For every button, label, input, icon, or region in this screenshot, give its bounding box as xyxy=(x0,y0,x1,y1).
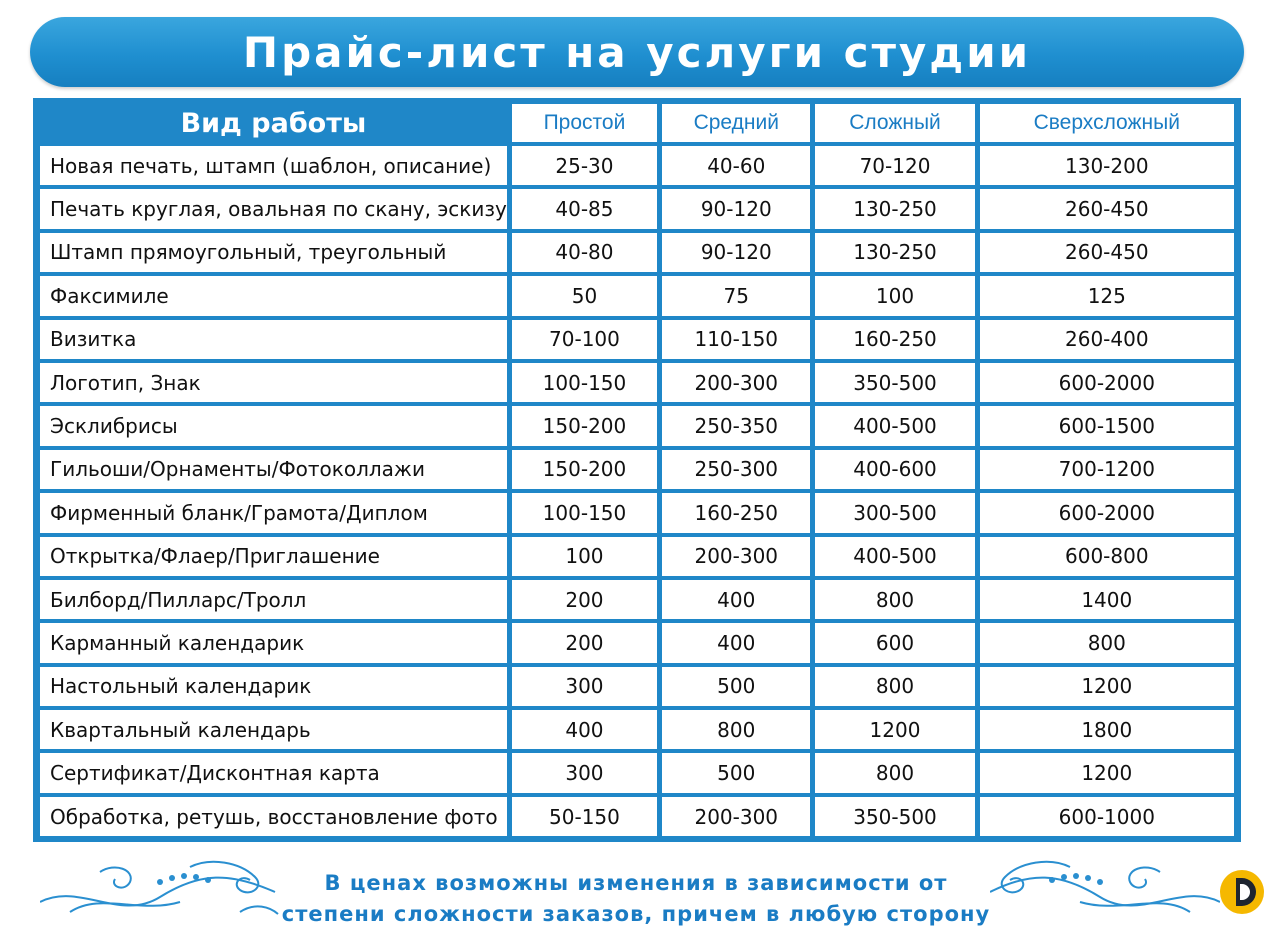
price-cell: 1800 xyxy=(980,710,1234,749)
price-cell: 250-300 xyxy=(662,450,810,489)
service-name-cell: Настольный календарик xyxy=(40,667,507,706)
header-level-complex: Сложный xyxy=(815,104,974,142)
price-cell: 50-150 xyxy=(512,797,657,836)
price-cell: 800 xyxy=(662,710,810,749)
price-cell: 110-150 xyxy=(662,320,810,359)
price-cell: 500 xyxy=(662,667,810,706)
header-level-simple: Простой xyxy=(512,104,657,142)
service-name-cell: Открытка/Флаер/Приглашение xyxy=(40,537,507,576)
price-cell: 40-85 xyxy=(512,189,657,228)
price-cell: 800 xyxy=(815,753,974,792)
price-cell: 300-500 xyxy=(815,493,974,532)
table-row xyxy=(40,363,1234,402)
price-cell: 70-120 xyxy=(815,146,974,185)
table-row xyxy=(40,406,1234,445)
price-cell: 400-500 xyxy=(815,537,974,576)
price-cell: 600-2000 xyxy=(980,363,1234,402)
title-banner xyxy=(30,17,1244,87)
price-cell: 200-300 xyxy=(662,363,810,402)
price-cell: 800 xyxy=(980,623,1234,662)
table-row xyxy=(40,797,1234,836)
price-cell: 200-300 xyxy=(662,797,810,836)
price-cell: 300 xyxy=(512,753,657,792)
price-note-line-1: В ценах возможны изменения в зависимости от xyxy=(324,871,948,895)
service-name-cell: Обработка, ретушь, восстановление фото xyxy=(40,797,507,836)
price-note-line-2: степени сложности заказов, причем в любую сторону xyxy=(281,902,991,926)
price-cell: 260-450 xyxy=(980,189,1234,228)
price-cell: 150-200 xyxy=(512,450,657,489)
price-cell: 1200 xyxy=(980,667,1234,706)
price-cell: 130-250 xyxy=(815,233,974,272)
price-cell: 260-450 xyxy=(980,233,1234,272)
service-name-cell: Визитка xyxy=(40,320,507,359)
price-cell: 600-800 xyxy=(980,537,1234,576)
service-name-cell: Гильоши/Орнаменты/Фотоколлажи xyxy=(40,450,507,489)
price-cell: 200 xyxy=(512,623,657,662)
price-cell: 800 xyxy=(815,667,974,706)
price-cell: 40-80 xyxy=(512,233,657,272)
price-cell: 500 xyxy=(662,753,810,792)
price-cell: 90-120 xyxy=(662,233,810,272)
price-cell: 400 xyxy=(512,710,657,749)
price-cell: 250-350 xyxy=(662,406,810,445)
price-cell: 260-400 xyxy=(980,320,1234,359)
service-name-cell: Эсклибрисы xyxy=(40,406,507,445)
price-cell: 600-2000 xyxy=(980,493,1234,532)
price-cell: 1200 xyxy=(815,710,974,749)
price-cell: 300 xyxy=(512,667,657,706)
table-row xyxy=(40,320,1234,359)
price-cell: 400-500 xyxy=(815,406,974,445)
table-row xyxy=(40,537,1234,576)
price-cell: 1400 xyxy=(980,580,1234,619)
table-row xyxy=(40,450,1234,489)
service-name-cell: Печать круглая, овальная по скану, эскизу xyxy=(40,189,507,228)
price-cell: 700-1200 xyxy=(980,450,1234,489)
table-row xyxy=(40,233,1234,272)
price-cell: 25-30 xyxy=(512,146,657,185)
price-cell: 160-250 xyxy=(815,320,974,359)
page-title: Прайс-лист на услуги студии xyxy=(242,27,1032,77)
service-name-cell: Фирменный бланк/Грамота/Диплом xyxy=(40,493,507,532)
header-level-super-complex: Сверхсложный xyxy=(980,104,1234,142)
brand-logo-icon xyxy=(1218,868,1266,916)
table-row xyxy=(40,753,1234,792)
price-cell: 200 xyxy=(512,580,657,619)
header-work-type: Вид работы xyxy=(40,104,507,142)
service-name-cell: Новая печать, штамп (шаблон, описание) xyxy=(40,146,507,185)
price-cell: 350-500 xyxy=(815,363,974,402)
price-cell: 125 xyxy=(980,276,1234,315)
price-cell: 100 xyxy=(815,276,974,315)
table-row xyxy=(40,623,1234,662)
price-cell: 70-100 xyxy=(512,320,657,359)
price-cell: 50 xyxy=(512,276,657,315)
service-name-cell: Логотип, Знак xyxy=(40,363,507,402)
price-cell: 40-60 xyxy=(662,146,810,185)
price-cell: 600-1500 xyxy=(980,406,1234,445)
table-row xyxy=(40,580,1234,619)
price-table-container xyxy=(33,98,1241,842)
price-cell: 100-150 xyxy=(512,363,657,402)
price-cell: 1200 xyxy=(980,753,1234,792)
price-table xyxy=(35,100,1239,840)
price-cell: 200-300 xyxy=(662,537,810,576)
table-row xyxy=(40,146,1234,185)
service-name-cell: Штамп прямоугольный, треугольный xyxy=(40,233,507,272)
table-row xyxy=(40,276,1234,315)
price-cell: 160-250 xyxy=(662,493,810,532)
table-row xyxy=(40,667,1234,706)
price-table-body xyxy=(40,146,1234,836)
service-name-cell: Билборд/Пилларс/Тролл xyxy=(40,580,507,619)
price-cell: 350-500 xyxy=(815,797,974,836)
price-cell: 100-150 xyxy=(512,493,657,532)
price-cell: 100 xyxy=(512,537,657,576)
price-cell: 400 xyxy=(662,623,810,662)
price-cell: 150-200 xyxy=(512,406,657,445)
price-cell: 75 xyxy=(662,276,810,315)
header-level-medium: Средний xyxy=(662,104,810,142)
service-name-cell: Карманный календарик xyxy=(40,623,507,662)
table-row xyxy=(40,493,1234,532)
price-cell: 90-120 xyxy=(662,189,810,228)
price-cell: 800 xyxy=(815,580,974,619)
price-note xyxy=(0,868,1272,930)
table-row xyxy=(40,710,1234,749)
price-cell: 600-1000 xyxy=(980,797,1234,836)
price-cell: 400-600 xyxy=(815,450,974,489)
price-table-header xyxy=(40,104,1234,142)
price-cell: 130-250 xyxy=(815,189,974,228)
price-cell: 130-200 xyxy=(980,146,1234,185)
price-cell: 600 xyxy=(815,623,974,662)
table-row xyxy=(40,189,1234,228)
service-name-cell: Квартальный календарь xyxy=(40,710,507,749)
service-name-cell: Факсимиле xyxy=(40,276,507,315)
price-cell: 400 xyxy=(662,580,810,619)
service-name-cell: Сертификат/Дисконтная карта xyxy=(40,753,507,792)
